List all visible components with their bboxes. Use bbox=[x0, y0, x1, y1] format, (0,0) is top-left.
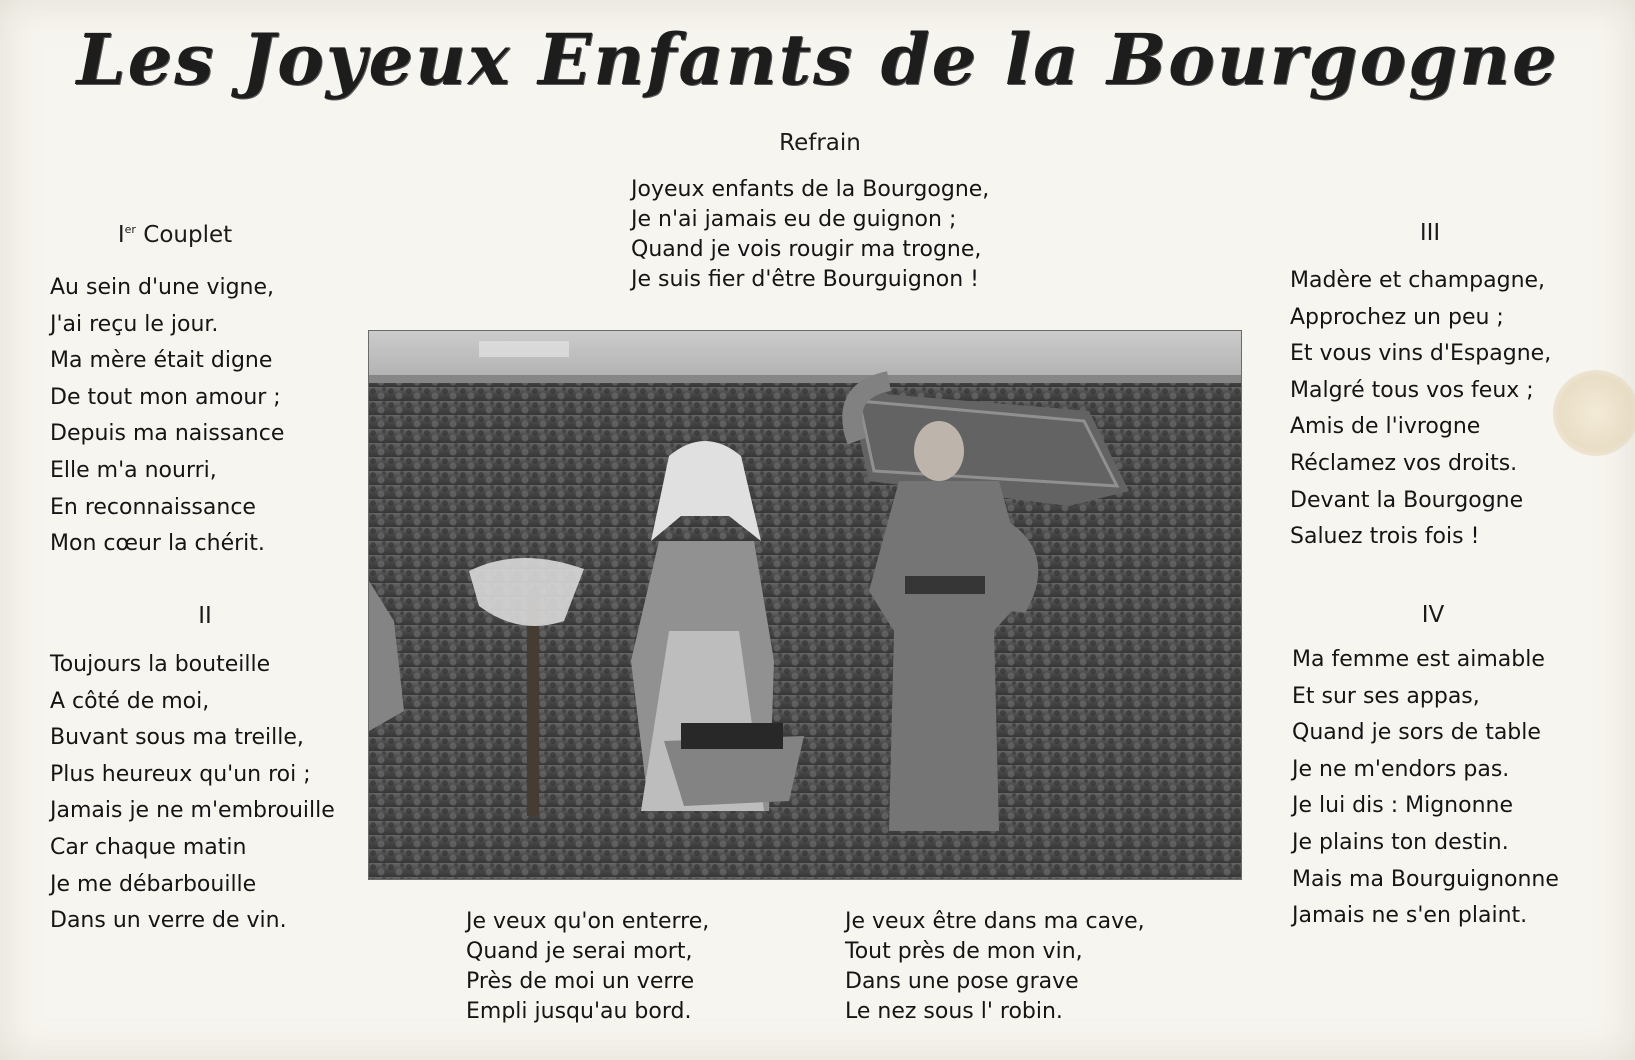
verse-line: Je n'ai jamais eu de guignon ; bbox=[631, 207, 957, 232]
verse-line: Jamais je ne m'embrouille bbox=[50, 798, 335, 824]
couplet-2-heading: II bbox=[198, 603, 212, 629]
verse-line: Malgré tous vos feux ; bbox=[1290, 377, 1534, 403]
verse-line: Buvant sous ma treille, bbox=[50, 725, 304, 751]
couplet-3-heading: III bbox=[1419, 220, 1441, 246]
verse-line: Mais ma Bourguignonne bbox=[1292, 866, 1559, 892]
couplet-5-left-verse bbox=[466, 907, 709, 1027]
verse-line: Je plains ton destin. bbox=[1292, 829, 1509, 855]
verse-line: Amis de l'ivrogne bbox=[1290, 414, 1481, 440]
verse-line: Devant la Bourgogne bbox=[1290, 487, 1524, 513]
verse-line: Dans un verre de vin. bbox=[50, 908, 287, 934]
couplet-5-right-verse bbox=[845, 907, 1145, 1027]
vineyard-photo-illustration bbox=[369, 331, 1241, 879]
verse-line: Toujours la bouteille bbox=[50, 652, 271, 677]
couplet-4-verse bbox=[1292, 642, 1559, 935]
couplet-1-verse bbox=[50, 270, 284, 563]
verse-line: J'ai reçu le jour. bbox=[50, 311, 219, 337]
verse-line: Joyeux enfants de la Bourgogne, bbox=[631, 177, 990, 202]
couplet-3-verse bbox=[1290, 263, 1551, 556]
verse-line: Je veux être dans ma cave, bbox=[845, 909, 1145, 934]
verse-line: Ma femme est aimable bbox=[1292, 647, 1545, 672]
verse-line: Dans une pose grave bbox=[845, 969, 1079, 994]
verse-line: Approchez un peu ; bbox=[1290, 304, 1504, 330]
couplet-1-heading bbox=[80, 222, 270, 248]
verse-line: Tout près de mon vin, bbox=[845, 939, 1083, 964]
verse-line: Quand je sors de table bbox=[1292, 720, 1541, 746]
couplet-1-number: I bbox=[117, 222, 125, 248]
verse-line: Car chaque matin bbox=[50, 834, 247, 860]
verse-line: Depuis ma naissance bbox=[50, 421, 285, 447]
verse-line: Et vous vins d'Espagne, bbox=[1290, 341, 1552, 367]
verse-line: Plus heureux qu'un roi ; bbox=[50, 761, 311, 787]
verse-line: Quand je vois rougir ma trogne, bbox=[631, 237, 982, 262]
refrain-verse bbox=[631, 175, 989, 295]
verse-line: Le nez sous l' robin. bbox=[845, 999, 1063, 1024]
song-title: Les Joyeux Enfants de la Bourgogne bbox=[76, 18, 1559, 101]
couplet-1-word: Couplet bbox=[143, 222, 233, 248]
verse-line: Je ne m'endors pas. bbox=[1292, 756, 1510, 782]
verse-line: Quand je serai mort, bbox=[466, 939, 693, 964]
verse-line: Je lui dis : Mignonne bbox=[1292, 793, 1513, 819]
verse-line: De tout mon amour ; bbox=[50, 384, 281, 410]
vineyard-photograph bbox=[368, 330, 1242, 880]
verse-line: Je veux qu'on enterre, bbox=[466, 909, 710, 934]
verse-line: Près de moi un verre bbox=[466, 969, 695, 994]
paper-stain bbox=[1553, 370, 1635, 456]
verse-line: Empli jusqu'au bord. bbox=[466, 999, 692, 1024]
verse-line: Madère et champagne, bbox=[1290, 268, 1546, 293]
verse-line: Jamais ne s'en plaint. bbox=[1292, 903, 1528, 929]
verse-line: Réclamez vos droits. bbox=[1290, 450, 1518, 476]
refrain-heading: Refrain bbox=[779, 130, 861, 156]
verse-line: Au sein d'une vigne, bbox=[50, 275, 275, 300]
couplet-4-heading: IV bbox=[1421, 602, 1445, 628]
verse-line: Je me débarbouille bbox=[50, 871, 257, 897]
verse-line: Elle m'a nourri, bbox=[50, 457, 217, 483]
verse-line: Je suis fier d'être Bourguignon ! bbox=[631, 267, 979, 292]
verse-line: Et sur ses appas, bbox=[1292, 683, 1480, 709]
verse-line: A côté de moi, bbox=[50, 688, 210, 714]
couplet-2-verse bbox=[50, 647, 335, 940]
verse-line: Ma mère était digne bbox=[50, 348, 273, 374]
couplet-1-ordinal: er bbox=[124, 223, 136, 236]
verse-line: Saluez trois fois ! bbox=[1290, 524, 1480, 550]
verse-line: Mon cœur la chérit. bbox=[50, 531, 265, 557]
verse-line: En reconnaissance bbox=[50, 494, 256, 520]
